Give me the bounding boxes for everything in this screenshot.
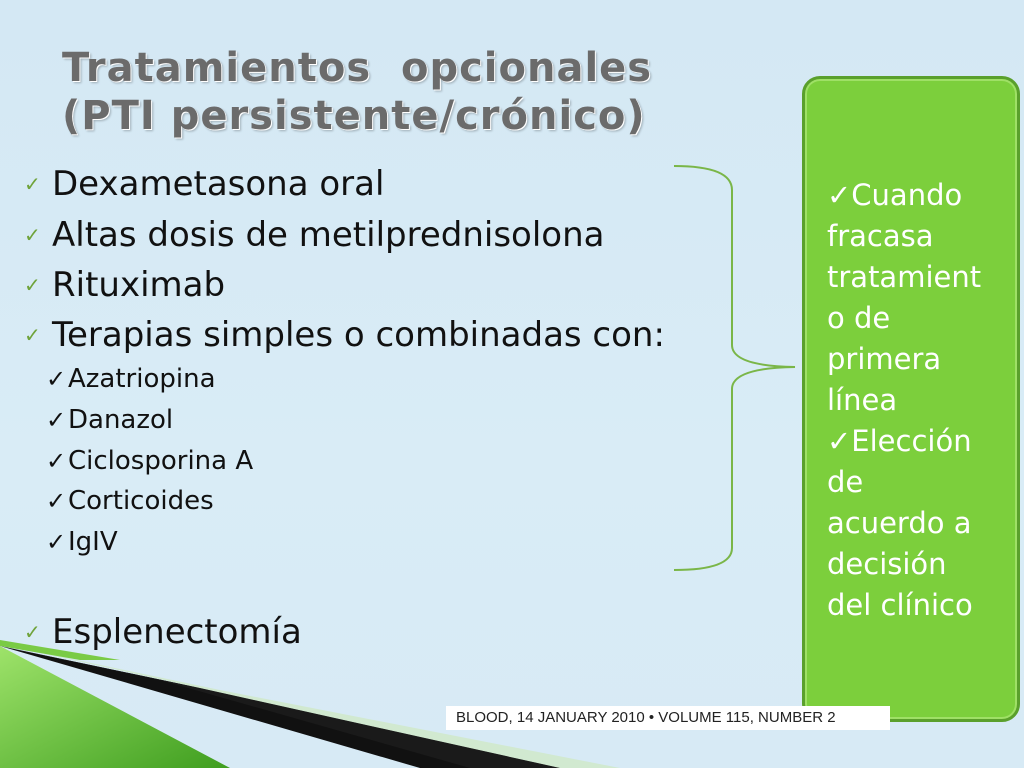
check-mark-icon: ✓ [24, 172, 41, 196]
callout-line: línea [827, 383, 898, 417]
check-mark-icon: ✓ [24, 273, 41, 297]
sub-bullet-item [46, 446, 253, 476]
bullet-text: Esplenectomía [52, 612, 302, 652]
callout-line: ✓Cuando [827, 178, 963, 212]
callout-text [827, 175, 1007, 626]
title-line-1: Tratamientos opcionales [62, 45, 653, 91]
check-mark-icon: ✓ [46, 406, 67, 434]
bullet-item [24, 315, 665, 355]
callout-line: del clínico [827, 588, 973, 622]
sub-bullet-item [46, 364, 216, 394]
callout-line: tratamient [827, 260, 982, 294]
bullet-text: Terapias simples o combinadas con: [52, 315, 665, 355]
callout-line: acuerdo a [827, 506, 972, 540]
bullet-text: Dexametasona oral [52, 164, 385, 204]
sub-bullet-text: Corticoides [68, 486, 214, 516]
bullet-text: Altas dosis de metilprednisolona [52, 215, 605, 255]
check-mark-icon: ✓ [46, 528, 67, 556]
right-brace-icon [670, 160, 800, 580]
check-mark-icon: ✓ [24, 223, 41, 247]
callout-line: primera [827, 342, 942, 376]
slide-title [62, 44, 782, 140]
bullet-text: Rituximab [52, 265, 226, 305]
callout-line: fracasa [827, 219, 934, 253]
corner-decoration [0, 640, 620, 768]
title-line-2: (PTI persistente/crónico) [62, 93, 646, 139]
sub-bullet-text: Danazol [68, 405, 174, 435]
sub-bullet-text: Ciclosporina A [68, 446, 254, 476]
check-mark-icon: ✓ [46, 447, 67, 475]
check-mark-icon: ✓ [46, 365, 67, 393]
callout-line: de [827, 465, 864, 499]
check-mark-icon: ✓ [24, 620, 41, 644]
check-mark-icon: ✓ [24, 323, 41, 347]
callout-box [802, 76, 1020, 722]
sub-bullet-item [46, 486, 214, 516]
citation-label: BLOOD, 14 JANUARY 2010 • VOLUME 115, NUMBER 2 [446, 706, 890, 730]
bullet-item [24, 215, 604, 255]
bullet-item [24, 164, 384, 204]
callout-line: ✓Elección [827, 424, 972, 458]
sub-bullet-text: Azatriopina [68, 364, 216, 394]
callout-line: decisión [827, 547, 947, 581]
callout-line: o de [827, 301, 891, 335]
check-mark-icon: ✓ [46, 487, 67, 515]
bullet-item [24, 265, 225, 305]
sub-bullet-item [46, 527, 118, 557]
sub-bullet-text: IgIV [68, 527, 118, 557]
sub-bullet-item [46, 405, 173, 435]
